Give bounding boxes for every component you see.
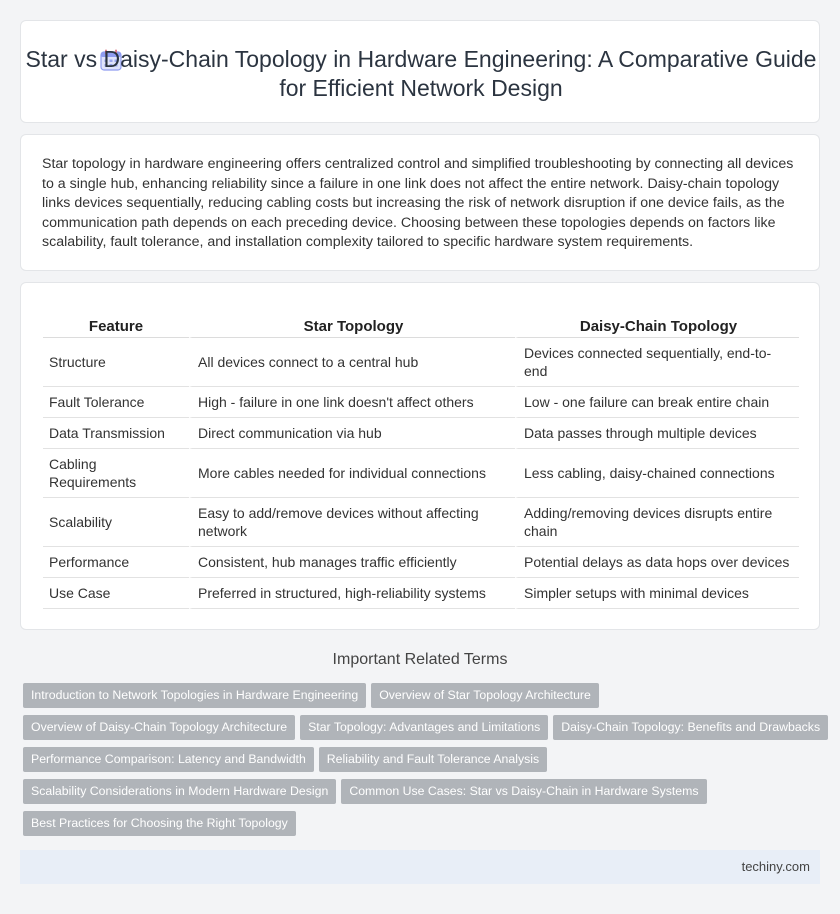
star-cell: Consistent, hub manages traffic efficiently bbox=[189, 547, 515, 578]
tag-row bbox=[23, 779, 823, 811]
star-cell: All devices connect to a central hub bbox=[189, 338, 515, 387]
related-term-tag[interactable]: Reliability and Fault Tolerance Analysis bbox=[319, 747, 547, 772]
intro-card bbox=[20, 134, 820, 271]
tag-row bbox=[23, 811, 823, 843]
table-row bbox=[43, 338, 799, 387]
star-cell: Easy to add/remove devices without affecting network bbox=[189, 498, 515, 547]
daisy-chain-cell: Data passes through multiple devices bbox=[515, 418, 799, 449]
table-row bbox=[43, 387, 799, 418]
related-term-tag[interactable]: Performance Comparison: Latency and Bandwidth bbox=[23, 747, 314, 772]
related-term-tag[interactable]: Star Topology: Advantages and Limitations bbox=[300, 715, 548, 740]
feature-cell: Use Case bbox=[43, 578, 189, 609]
header-feature: Feature bbox=[43, 315, 189, 338]
related-term-tag[interactable]: Best Practices for Choosing the Right Topology bbox=[23, 811, 296, 836]
table-row bbox=[43, 498, 799, 547]
daisy-chain-cell: Simpler setups with minimal devices bbox=[515, 578, 799, 609]
related-term-tag[interactable]: Introduction to Network Topologies in Hardware Engineering bbox=[23, 683, 366, 708]
feature-cell: Scalability bbox=[43, 498, 189, 547]
tag-row bbox=[23, 715, 823, 747]
daisy-chain-cell: Devices connected sequentially, end-to-end bbox=[515, 338, 799, 387]
feature-cell: Data Transmission bbox=[43, 418, 189, 449]
header-star-topology: Star Topology bbox=[189, 315, 515, 338]
daisy-chain-cell: Adding/removing devices disrupts entire chain bbox=[515, 498, 799, 547]
feature-cell: Fault Tolerance bbox=[43, 387, 189, 418]
star-cell: More cables needed for individual connections bbox=[189, 449, 515, 498]
feature-cell: Structure bbox=[43, 338, 189, 387]
title-card bbox=[20, 20, 820, 123]
tag-row bbox=[23, 747, 823, 779]
table-row bbox=[43, 578, 799, 609]
related-term-tag[interactable]: Daisy-Chain Topology: Benefits and Drawbacks bbox=[553, 715, 828, 740]
footer-site-link[interactable]: techiny.com bbox=[741, 859, 810, 874]
comparison-table-card bbox=[20, 282, 820, 630]
tag-row bbox=[23, 683, 823, 715]
related-term-tag[interactable]: Overview of Daisy-Chain Topology Architecture bbox=[23, 715, 295, 740]
related-term-tag[interactable]: Overview of Star Topology Architecture bbox=[371, 683, 599, 708]
related-terms-list bbox=[23, 683, 823, 843]
footer bbox=[20, 850, 820, 884]
table-header-row bbox=[43, 315, 799, 338]
daisy-chain-cell: Potential delays as data hops over devices bbox=[515, 547, 799, 578]
page-title: Star vs Daisy-Chain Topology in Hardware Engineering: A Comparative Guide for Efficient Network Design bbox=[25, 46, 817, 101]
intro-paragraph: Star topology in hardware engineering offers centralized control and simplified troubleshooting by connecting all devices to a single hub, enhancing reliability since a failure in one link does not affect the entire network. Daisy-chain topology links devices sequentially, reducing cabling costs but increasing the risk of network disruption if one device fails, as the communication path depends on each preceding device. Choosing between these topologies depends on factors like scalability, fault tolerance, and installation complexity tailored to specific hardware system requirements. bbox=[42, 156, 794, 251]
daisy-chain-cell: Low - one failure can break entire chain bbox=[515, 387, 799, 418]
table-row bbox=[43, 449, 799, 498]
related-term-tag[interactable]: Common Use Cases: Star vs Daisy-Chain in Hardware Systems bbox=[341, 779, 706, 804]
feature-cell: Performance bbox=[43, 547, 189, 578]
star-cell: Direct communication via hub bbox=[189, 418, 515, 449]
star-cell: High - failure in one link doesn't affect others bbox=[189, 387, 515, 418]
related-terms-heading: Important Related Terms bbox=[332, 651, 508, 668]
header-daisy-chain-topology: Daisy-Chain Topology bbox=[515, 315, 799, 338]
table-row bbox=[43, 418, 799, 449]
comparison-table bbox=[43, 315, 799, 609]
daisy-chain-cell: Less cabling, daisy-chained connections bbox=[515, 449, 799, 498]
feature-cell: Cabling Requirements bbox=[43, 449, 189, 498]
related-term-tag[interactable]: Scalability Considerations in Modern Hardware Design bbox=[23, 779, 336, 804]
star-cell: Preferred in structured, high-reliability systems bbox=[189, 578, 515, 609]
table-row bbox=[43, 547, 799, 578]
